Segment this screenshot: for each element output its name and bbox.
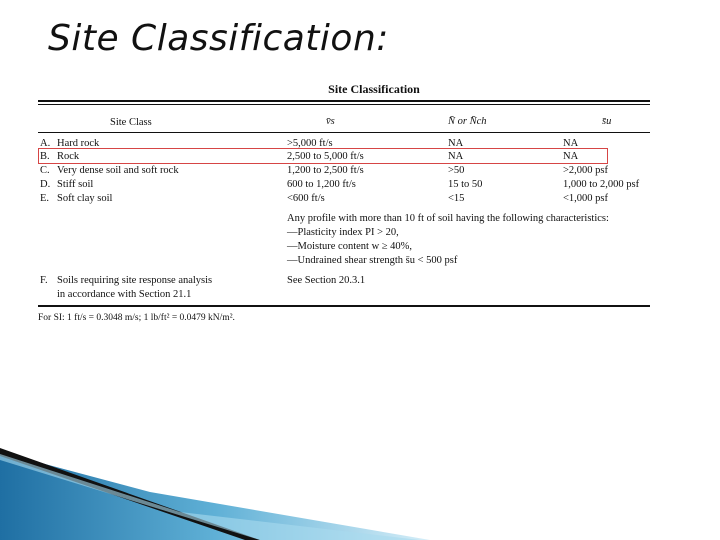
row-c-name: Very dense soil and soft rock [57,165,179,176]
header-su: s̄u [602,116,612,127]
row-c-vs: 1,200 to 2,500 ft/s [287,165,364,176]
row-e-name: Soft clay soil [57,193,113,204]
profile-note-line-1: Any profile with more than 10 ft of soil having the following characteristics: [287,213,609,224]
header-rule [38,132,650,133]
top-rule-thin [38,104,650,105]
header-vs: v̄s [326,116,335,127]
row-e-su: <1,000 psf [563,193,609,204]
profile-note-line-3: —Moisture content w ≥ 40%, [287,241,413,252]
row-b-letter: B. [40,151,50,162]
slide-corner-decoration [0,440,720,540]
row-f-reference: See Section 20.3.1 [287,275,366,286]
table-footnote: For SI: 1 ft/s = 0.3048 m/s; 1 lb/ft² = 0.0479 kN/m². [38,313,235,323]
row-d-n: 15 to 50 [448,179,483,190]
row-d-su: 1,000 to 2,000 psf [563,179,640,190]
row-c-n: >50 [448,165,465,176]
site-classification-table [38,82,650,323]
slide-title: Site Classification: [48,18,389,59]
row-d-name: Stiff soil [57,179,94,190]
profile-note-line-2: —Plasticity index PI > 20, [287,227,399,238]
row-c-letter: C. [40,165,50,176]
row-a-su: NA [563,138,579,149]
table-caption: Site Classification [328,82,420,96]
bottom-rule [38,305,650,307]
row-e-vs: <600 ft/s [287,193,325,204]
row-b-su: NA [563,151,579,162]
row-f-line-2: in accordance with Section 21.1 [57,289,192,300]
row-d-letter: D. [40,179,51,190]
row-a-letter: A. [40,138,51,149]
row-e-n: <15 [448,193,465,204]
top-rule [38,100,650,102]
profile-note-line-4: —Undrained shear strength s̄u < 500 psf [287,255,458,266]
header-site-class: Site Class [110,117,152,128]
row-d-vs: 600 to 1,200 ft/s [287,179,356,190]
header-n: N̄ or N̄ch [448,116,487,127]
row-b-name: Rock [57,151,80,162]
row-f-line-1: Soils requiring site response analysis [57,275,213,286]
row-c-su: >2,000 psf [563,165,609,176]
row-b-n: NA [448,151,464,162]
row-a-vs: >5,000 ft/s [287,138,333,149]
row-b-vs: 2,500 to 5,000 ft/s [287,151,364,162]
row-e-letter: E. [40,193,50,204]
row-f-letter: F. [40,275,48,286]
row-a-name: Hard rock [57,138,100,149]
row-a-n: NA [448,138,464,149]
